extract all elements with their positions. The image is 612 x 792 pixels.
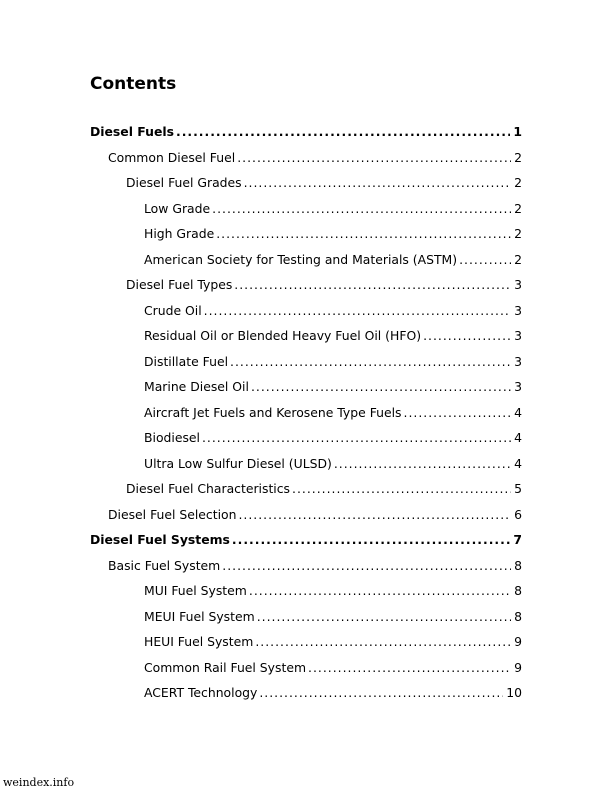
toc-entry-label[interactable]: MUI Fuel System [144,583,247,598]
toc-entry[interactable] [90,684,522,710]
toc-page-number: 5 [514,481,522,496]
toc-entry[interactable] [90,353,522,379]
toc-entry-label[interactable]: Biodiesel [144,430,200,445]
toc-entry-label[interactable]: Basic Fuel System [108,557,221,573]
toc-dot-leader [244,174,512,192]
toc-dot-leader [257,608,511,626]
toc-dot-leader [459,251,511,269]
toc-page-number: 4 [514,404,522,420]
toc-entry[interactable] [90,633,522,659]
toc-dot-leader [222,557,511,575]
toc-dot-leader [292,480,511,498]
toc-page-number: 2 [514,149,522,165]
toc-entry-label[interactable]: Distillate Fuel [144,353,229,369]
toc-page-number: 3 [514,379,522,394]
toc-page-number: 8 [514,608,522,624]
toc-entry[interactable] [90,251,522,277]
toc-page-number: 10 [506,685,522,700]
toc-page-number: 2 [514,200,522,216]
table-of-contents [90,123,522,710]
toc-entry-label[interactable]: Diesel Fuel Types [126,277,233,292]
toc-dot-leader [212,200,511,218]
toc-dot-leader [255,633,511,651]
toc-entry-label[interactable]: MEUI Fuel System [144,608,255,624]
toc-entry[interactable] [90,506,522,532]
toc-entry[interactable] [90,531,522,557]
toc-dot-leader [238,506,511,524]
toc-page-number: 8 [514,557,522,573]
toc-entry[interactable] [90,225,522,251]
toc-dot-leader [202,429,511,447]
toc-dot-leader [249,582,511,600]
toc-entry[interactable] [90,557,522,583]
toc-entry-label[interactable]: American Society for Testing and Materials (ASTM) [144,251,458,267]
toc-dot-leader [176,123,510,141]
toc-entry[interactable] [90,480,522,506]
toc-dot-leader [259,684,503,702]
toc-page-number: 9 [514,659,522,675]
toc-entry-label[interactable]: Residual Oil or Blended Heavy Fuel Oil (HFO) [144,328,422,343]
toc-page-number: 4 [514,430,522,445]
toc-page-number: 2 [514,226,522,241]
toc-dot-leader [251,378,511,396]
toc-entry[interactable] [90,302,522,328]
toc-page-number: 3 [514,353,522,369]
toc-page-number: 2 [514,175,522,190]
toc-entry-label[interactable]: Aircraft Jet Fuels and Kerosene Type Fuels [144,404,402,420]
toc-page-number: 3 [514,328,522,343]
toc-dot-leader [204,302,511,320]
toc-dot-leader [423,327,511,345]
toc-page-number: 6 [514,506,522,522]
toc-entry[interactable] [90,404,522,430]
toc-entry-label[interactable]: High Grade [144,226,215,241]
toc-entry-label[interactable]: Diesel Fuel Systems [90,532,230,547]
toc-dot-leader [216,225,511,243]
toc-page-number: 2 [514,251,522,267]
toc-page-number: 7 [513,532,522,547]
toc-page-number: 9 [514,634,522,649]
toc-page-number: 3 [514,302,522,318]
toc-entry-label[interactable]: HEUI Fuel System [144,634,254,649]
toc-entry[interactable] [90,123,522,149]
toc-entry-label[interactable]: Marine Diesel Oil [144,379,249,394]
toc-dot-leader [334,455,511,473]
toc-entry[interactable] [90,455,522,481]
toc-page-number: 3 [514,277,522,292]
toc-page-number: 8 [514,583,522,598]
toc-page-number: 1 [513,124,522,139]
watermark-text: weindex.info [3,776,75,789]
toc-dot-leader [404,404,512,422]
toc-entry[interactable] [90,200,522,226]
toc-entry[interactable] [90,149,522,175]
toc-entry[interactable] [90,276,522,302]
toc-entry-label[interactable]: ACERT Technology [144,685,258,700]
toc-entry[interactable] [90,659,522,685]
toc-entry[interactable] [90,582,522,608]
toc-entry-label[interactable]: Ultra Low Sulfur Diesel (ULSD) [144,455,332,471]
page-title: Contents [90,74,177,94]
toc-entry-label[interactable]: Diesel Fuel Characteristics [126,481,291,496]
toc-dot-leader [230,353,511,371]
toc-entry[interactable] [90,174,522,200]
toc-entry-label[interactable]: Crude Oil [144,302,202,318]
toc-entry-label[interactable]: Diesel Fuels [90,124,174,139]
toc-entry[interactable] [90,327,522,353]
toc-entry-label[interactable]: Diesel Fuel Selection [108,506,237,522]
toc-entry-label[interactable]: Common Diesel Fuel [108,149,236,165]
toc-dot-leader [234,276,511,294]
toc-dot-leader [232,531,510,549]
toc-page-number: 4 [514,455,522,471]
toc-entry[interactable] [90,429,522,455]
toc-entry[interactable] [90,378,522,404]
toc-entry-label[interactable]: Low Grade [144,200,211,216]
toc-entry-label[interactable]: Common Rail Fuel System [144,659,307,675]
toc-entry-label[interactable]: Diesel Fuel Grades [126,175,242,190]
toc-dot-leader [237,149,511,167]
toc-dot-leader [308,659,511,677]
toc-entry[interactable] [90,608,522,634]
